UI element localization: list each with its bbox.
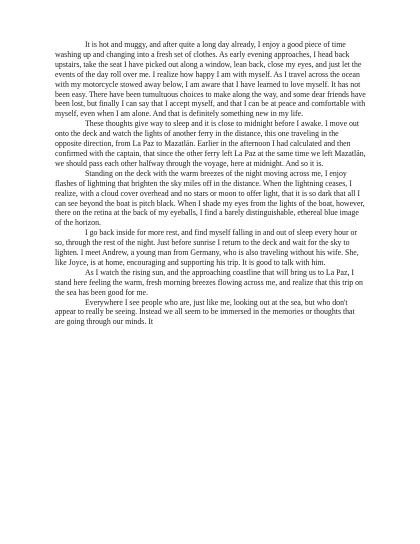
document-page	[55, 40, 366, 540]
paragraph-1: It is hot and muggy, and after quite a long day already, I enjoy a good piece of time washing up and changing into a fresh set of clothes. As early evening approaches, I head back upstairs, take the seat I have picked out along a window, lean back, close my eyes, and just let the events of the day roll over me. I realize how happy I am with myself. As I travel across the ocean with my motorcycle stowed away below, I am aware that I have learned to love myself. It has not been easy. There have been tumultuous choices to make along the way, and some dear friends have been lost, but finally I can say that I accept myself, and that I can be at peace and comfortable with myself, even when I am alone. And that is definitely something new in my life.	[55, 40, 366, 119]
paragraph-4: I go back inside for more rest, and find myself falling in and out of sleep every hour or so, through the rest of the night. Just before sunrise I return to the deck and wait for the sky to lighten. I meet Andrew, a young man from Germany, who is also traveling without his wife. She, like Joyce, is at home, encouraging and supporting his trip. It is good to talk with him.	[55, 228, 359, 267]
paragraph-6: Everywhere I see people who are, just like me, looking out at the sea, but who don't appear to really be seeing. Instead we all seem to be immersed in the memories or thoughts that are going through our minds. It	[55, 297, 355, 327]
paragraph-3: Standing on the deck with the warm breezes of the night moving across me, I enjoy flashes of lightning that brighten the sky miles off in the distance. When the lightning ceases, I realize, with a cloud cover overhead and no stars or moon to offer light, that it is so dark that all I can see beyond the boat is pitch black. When I shade my eyes from the lights of the boat, however, there on the retina at the back of my eyeballs, I find a barely distinguishable, ethereal blue image of the horizon.	[55, 168, 365, 228]
paragraph-5: As I watch the rising sun, and the approaching coastline that will bring us to La Paz, I stand here feeling the warm, fresh morning breezes flowing across me, and realize that this trip on the sea has been good for me.	[55, 267, 363, 297]
paragraph-2: These thoughts give way to sleep and it is close to midnight before I awake. I move out onto the deck and watch the lights of another ferry in the distance, this one traveling in the opposite direction, from La Paz to Mazatlán. Earlier in the afternoon I had calculated and then confirmed with the captain, that since the other ferry left La Paz at the same time we left Mazatlán, we should pass each other halfway through the voyage, here at midnight. And so it is.	[55, 119, 366, 168]
